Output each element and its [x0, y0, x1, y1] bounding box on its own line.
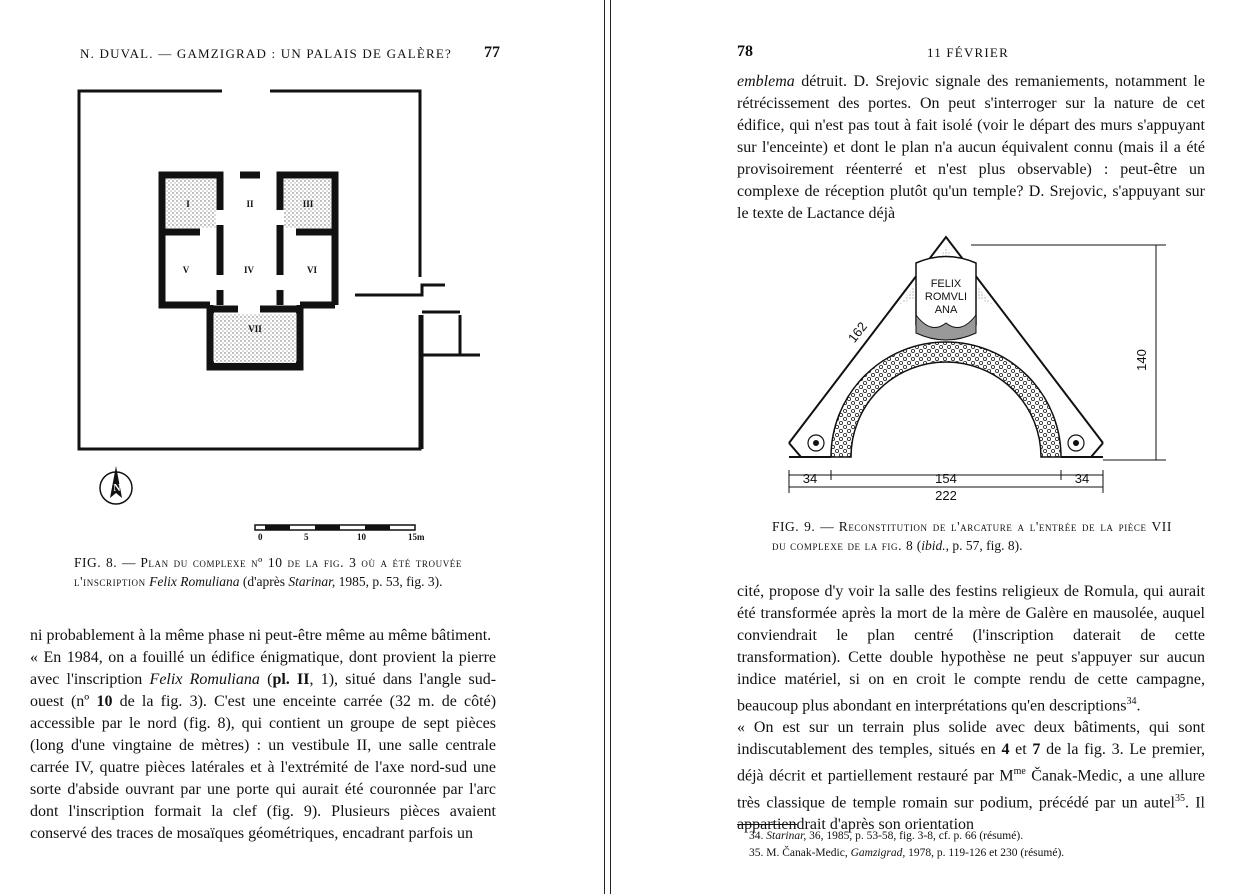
left-body-text [30, 625, 496, 845]
figure-8-caption-rest: (d'après [242, 573, 286, 589]
inscription-line-2: ROMVLI [924, 291, 968, 303]
right-paragraph-3: « On est sur un terrain plus solide avec deux bâtiments, qui sont indiscutablement des temples, situés en 4 et 7 de la fig. 3. Le premier, déjà décrit et partiellement restauré par $M^{me}$ Čanak-Medic, a une allure très classique de temple romain sur podium, précédé par un autel$^{35}$. Il appartiendrait d'après son orientation [737, 719, 1206, 833]
figure-8-caption-italic: Felix Romuliana [149, 573, 240, 589]
figure-8-caption [74, 554, 462, 591]
running-head-title: 11 FÉVRIER [927, 45, 1009, 60]
room-label-iii: III [302, 199, 314, 209]
outer-walls [355, 285, 480, 449]
page-gutter [604, 0, 611, 894]
running-head-title: N. DUVAL. — GAMZIGRAD : UN PALAIS DE GALÈRE? [80, 46, 453, 61]
footnotes [737, 824, 1205, 862]
arch-ring [831, 342, 1061, 457]
inscription-line-3: ANA [934, 304, 958, 316]
rosette-left-icon [808, 435, 824, 451]
footnote-35: 35. M. Čanak-Medic, Gamzigrad, 1978, p. 119-126 et 230 (résumé). [749, 847, 1065, 859]
scale-tick-5: 5 [304, 532, 309, 542]
figure-9-caption: FIG. 9. — Reconstitution de l'arcature a l'entrée de la pièce VII du complexe de la fig. 8 (ibid., p. 57, fig. 8). [772, 519, 1172, 553]
page-number: 77 [484, 44, 500, 61]
figure-8-label: FIG. 8. — [74, 555, 136, 570]
figure-9-caption-text: Reconstitution de l'arcature a l'entrée de la pièce VII du complexe de la fig. 8 [772, 519, 1172, 553]
scale-tick-10: 10 [357, 532, 366, 542]
left-page [0, 0, 604, 894]
room-label-vii: VII [248, 324, 262, 334]
left-paragraph-2: « En 1984, on a fouillé un édifice énigmatique, dont provient la pierre avec l'inscription Felix Romuliana (pl. II, 1), situé dans l'angle sud-ouest (nº 10 de la fig. 3). C'est une enceinte carrée (32 m. de côté) accessible par le nord (fig. 8), qui contient un groupe de sept pièces (long d'une vingtaine de mètres) : un vestibule II, une salle centrale carrée IV, quatre pièces latérales et à l'extrémité de l'axe nord-sud une sorte d'abside ouvrant par une porte qui aurait été couronnée par l'arc dont l'inscription formait la clef (fig. 9). Plusieurs pièces avaient conservé des traces de mosaïques géométriques, encadrant parfois un [30, 649, 497, 842]
running-head-left [80, 46, 500, 62]
scale-bar [255, 525, 425, 542]
room-label-ii: II [246, 199, 254, 209]
footnote-34: 34. Starinar, 36, 1985, p. 53-58, fig. 3-8, cf. p. 66 (résumé). [749, 830, 1024, 842]
room-label-i: I [186, 199, 190, 209]
north-arrow-icon [100, 466, 132, 504]
right-paragraph-2: cité, propose d'y voir la salle des festins religieux de Romula, qui aurait été transformée après la mort de la mère de Galère en mausolée, auquel conviendrait le plan centré (l'inscription daterait de cette transformation). Cette double hypothèse ne peut s'appuyer sur aucun indice matériel, si on en croit le compte rendu de cette campagne, beaucoup plus abondant en interprétations qu'en descriptions$^{34}$. [737, 583, 1205, 715]
dim-total: 222 [935, 488, 957, 503]
dim-left-base: 34 [802, 471, 818, 486]
right-paragraph-1: emblema détruit. D. Srejovic signale des remaniements, notamment le rétrécissement des portes. On peut s'interroger sur la nature de cet édifice, qui n'est pas tout à fait isolé (voir le départ des murs s'appuyant sur l'enceinte) et dont le plan n'a aucun équivalent connu (mais il a été provisoirement réenterré et n'est plus observable) : peut-être un complexe de réception plutôt qu'un temple? D. Srejovic, s'appuyant sur le texte de Lactance déjà [737, 73, 1206, 222]
emblema-word: emblema [737, 73, 795, 90]
inscription-line-1: FELIX [930, 278, 962, 290]
running-head-right [737, 43, 1207, 61]
figure-8-caption-source: Starinar, [288, 573, 336, 589]
figure-8-plan [60, 80, 580, 550]
dim-height: 140 [1134, 349, 1149, 371]
dim-side: 162 [844, 319, 871, 346]
keystone-inscription [916, 257, 976, 341]
figure-8-caption-ref: 1985, p. 53, fig. 3). [338, 573, 443, 589]
page-number: 78 [737, 43, 753, 60]
scale-tick-15m: 15m [408, 532, 425, 542]
right-page [611, 0, 1241, 894]
figure-9-caption-rest: , p. 57, fig. 8). [945, 537, 1023, 553]
figure-8-caption-text: Plan du complexe nº 10 de la fig. 3 où a été trouvée l'inscription [74, 555, 462, 589]
figure-9-label: FIG. 9. — [772, 519, 835, 534]
room-label-iv: IV [243, 265, 255, 275]
scale-tick-0: 0 [258, 532, 263, 542]
left-paragraph-1: ni probablement à la même phase ni peut-être même au même bâtiment. [30, 627, 492, 644]
dim-right-base: 34 [1074, 471, 1090, 486]
room-label-v: V [182, 265, 190, 275]
right-body-text [737, 581, 1205, 836]
rosette-right-icon [1068, 435, 1084, 451]
dim-inner: 154 [935, 471, 957, 486]
figure-9-caption-italic: ibid. [921, 537, 946, 553]
svg-text:N: N [113, 483, 121, 494]
figure-9-arch [771, 225, 1191, 515]
room-label-vi: VI [306, 265, 318, 275]
